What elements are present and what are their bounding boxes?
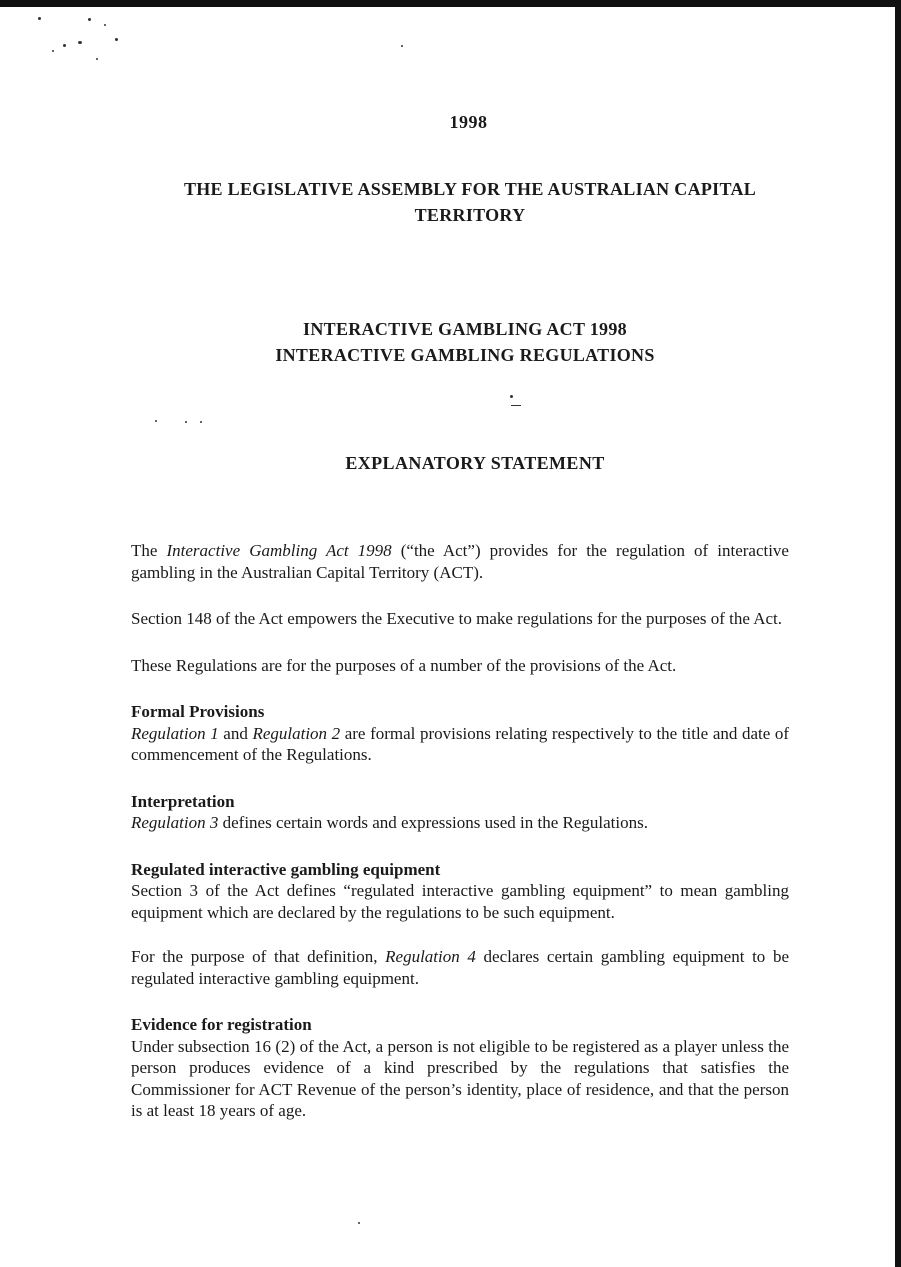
scan-speck — [115, 38, 118, 41]
scan-speck — [52, 50, 54, 52]
scan-speck — [510, 395, 513, 398]
scan-speck — [185, 421, 187, 423]
evidence-paragraph: Under subsection 16 (2) of the Act, a person is not eligible to be registered as a player unless the person produces evidence of a kind prescribed by the regulations that satisfies the Commissioner for ACT Revenue of the person’s identity, place of residence, and that the person is at least 18 years of age. — [131, 1036, 789, 1120]
interpretation-paragraph — [131, 812, 789, 834]
intro-paragraph-1 — [131, 540, 789, 583]
intro-text: The — [131, 541, 167, 560]
regulation-ref: Regulation 1 — [131, 723, 219, 743]
act-titles — [180, 316, 750, 368]
intro-paragraph-3: These Regulations are for the purposes of a number of the provisions of the Act. — [131, 655, 677, 675]
scan-edge-top — [0, 0, 901, 7]
statement-body — [131, 540, 789, 1122]
regulation-ref: Regulation 4 — [385, 947, 476, 966]
section-heading-formal: Formal Provisions — [131, 702, 265, 721]
scan-speck — [88, 18, 91, 21]
act-title: INTERACTIVE GAMBLING ACT 1998 — [303, 319, 627, 339]
regulation-ref: Regulation 2 — [252, 723, 341, 743]
scan-speck — [78, 41, 82, 44]
scan-edge-right — [895, 0, 901, 1267]
equipment-text: declares certain gambling equipment to be regulated interactive gambling equipment. — [131, 947, 789, 988]
equipment-paragraph-1: Section 3 of the Act defines “regulated interactive gambling equipment” to mean gambling equipment which are declared by the regulations to be such equipment. — [131, 881, 789, 922]
explanatory-statement-title: EXPLANATORY STATEMENT — [345, 453, 605, 473]
scan-speck — [200, 421, 202, 423]
act-name-italic: Interactive Gambling Act 1998 — [166, 541, 392, 560]
scan-speck — [401, 45, 403, 47]
scan-speck — [96, 58, 98, 60]
scan-speck — [63, 44, 66, 47]
scan-speck — [104, 24, 106, 26]
intro-paragraph-2: Section 148 of the Act empowers the Executive to make regulations for the purposes of the Act. — [131, 609, 783, 628]
equipment-text: For the purpose of that definition, — [131, 947, 386, 966]
assembly-heading: THE LEGISLATIVE ASSEMBLY FOR THE AUSTRALIAN CAPITAL TERRITORY — [183, 179, 757, 225]
formal-paragraph — [131, 723, 789, 766]
regulations-title: INTERACTIVE GAMBLING REGULATIONS — [275, 345, 655, 365]
section-heading-evidence: Evidence for registration — [131, 1015, 312, 1034]
intro-text: (“the Act”) provides for the regulation of interactive gambling in the Australian Capital Territory (ACT). — [131, 541, 789, 582]
section-heading-interpretation: Interpretation — [131, 791, 235, 811]
scan-speck — [358, 1222, 360, 1224]
scan-speck — [155, 420, 157, 422]
formal-text: and — [218, 723, 253, 743]
interpretation-text: defines certain words and expressions used in the Regulations. — [218, 813, 648, 832]
document-year: 1998 — [449, 112, 488, 132]
formal-text: are formal provisions relating respectively to the title and date of commencement of the Regulations. — [131, 723, 790, 764]
scan-speck — [38, 17, 41, 20]
scan-speck — [511, 405, 521, 406]
regulation-ref: Regulation 3 — [131, 813, 219, 832]
section-heading-equipment: Regulated interactive gambling equipment — [131, 859, 441, 879]
equipment-paragraph-2 — [131, 946, 789, 989]
